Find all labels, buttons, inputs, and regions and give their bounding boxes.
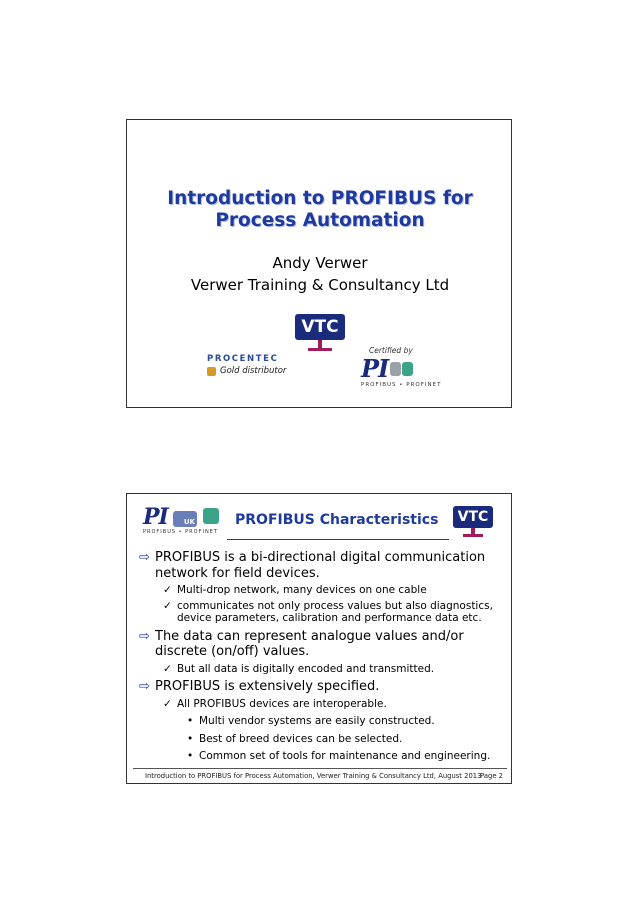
bullet-item: ⇨ The data can represent analogue values and/or discrete (on/off) values. (139, 628, 464, 659)
title-line-1: Introduction to PROFIBUS for (167, 188, 473, 209)
certified-by-label: Certified by (369, 346, 413, 355)
check-icon: ✓ (163, 599, 172, 612)
pi-logo-text: PI (361, 354, 389, 383)
dot-icon: • (187, 732, 194, 745)
slide-title (127, 188, 513, 232)
sub-sub-bullet-item: • Best of breed devices can be selected. (187, 732, 403, 745)
footer-text: Introduction to PROFIBUS for Process Automation, Verwer Training & Consultancy Ltd, August 2013 (145, 772, 482, 780)
pi-squares-icon (390, 362, 414, 376)
company-name: Verwer Training & Consultancy Ltd (190, 276, 450, 294)
arrow-icon: ⇨ (139, 628, 150, 644)
footer-divider (133, 768, 507, 769)
arrow-icon: ⇨ (139, 550, 150, 565)
sub-bullet-item: ✓ Multi-drop network, many devices on one cable (163, 584, 427, 596)
author-name: Andy Verwer (272, 254, 368, 272)
pi-uk-sub-text: PROFIBUS • PROFINET (143, 529, 218, 535)
bullet-list (139, 546, 509, 763)
title-underline (227, 539, 449, 540)
shield-icon (207, 367, 216, 376)
title-line-2: Process Automation (215, 210, 425, 231)
procentec-logo (207, 354, 286, 376)
procentec-tagline: Gold distributor (220, 366, 287, 376)
pi-uk-logo (143, 506, 219, 535)
pi-green-square-icon (203, 508, 219, 524)
slide-title: PROFIBUS Characteristics (235, 512, 439, 528)
dot-icon: • (187, 750, 194, 762)
vtc-logo-text: VTC (295, 314, 345, 340)
pi-uk-logo-text: PI (143, 504, 168, 530)
uk-badge: UK (173, 511, 197, 527)
check-icon: ✓ (163, 662, 172, 675)
pi-certified-logo (361, 346, 451, 388)
sub-sub-bullet-item: • Multi vendor systems are easily constructed. (187, 715, 435, 727)
slide-header (127, 494, 513, 538)
check-icon: ✓ (163, 584, 172, 596)
vtc-logo (295, 314, 345, 354)
arrow-icon: ⇨ (139, 679, 150, 694)
vtc-logo (453, 506, 493, 540)
pi-sub-text: PROFIBUS • PROFINET (361, 382, 442, 388)
page-number: Page 2 (480, 772, 503, 780)
procentec-name: PROCENTEC (207, 354, 279, 364)
bullet-item: ⇨ PROFIBUS is a bi-directional digital communication network for field devices. (139, 550, 486, 581)
title-slide (126, 119, 512, 408)
bullet-item: ⇨ PROFIBUS is extensively specified. (139, 679, 380, 694)
sub-bullet-item: ✓ communicates not only process values but also diagnostics, device parameters, calibration and performance data etc. (163, 599, 493, 624)
content-slide (126, 493, 512, 784)
vtc-logo-text: VTC (453, 506, 493, 528)
sub-bullet-item: ✓ But all data is digitally encoded and transmitted. (163, 662, 435, 675)
check-icon: ✓ (163, 697, 172, 710)
sub-sub-bullet-item: • Common set of tools for maintenance and engineering. (187, 750, 491, 762)
dot-icon: • (187, 715, 194, 727)
sub-bullet-item: ✓ All PROFIBUS devices are interoperable. (163, 697, 387, 710)
